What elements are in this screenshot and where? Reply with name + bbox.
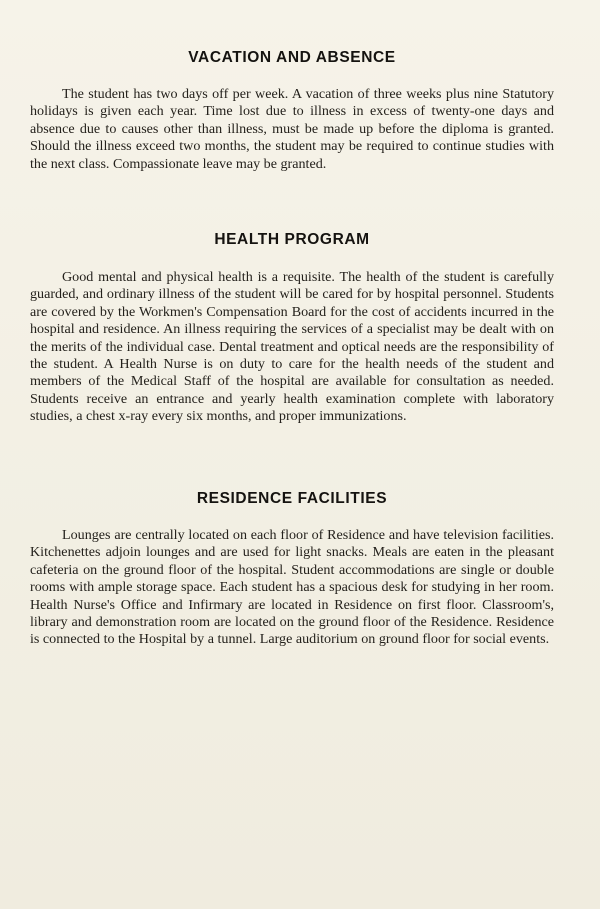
section-heading: RESIDENCE FACILITIES [196,490,388,507]
section-residence-facilities [30,490,554,649]
section-paragraph: Good mental and physical health is a requisite. The health of the student is carefully guarded, and ordinary illness of the student will be cared for by hospital personnel. Students are covered by the Workmen's Compensation Board for the cost of accidents incurred in the hospital and residence. An illness requiring the services of a specialist may be dealt with on the merits of the individual case. Dental treatment and optical needs are the responsibility of the student. A Health Nurse is on duty to care for the health needs of the student and members of the Medical Staff of the hospital are available for consultation as needed. Students receive an entrance and yearly health examination complete with laboratory studies, a chest x-ray every six months, and proper immunizations. [30,269,554,425]
section-heading: HEALTH PROGRAM [214,231,370,248]
section-paragraph: The student has two days off per week. A vacation of three weeks plus nine Statutory holidays is given each year. Time lost due to illness in excess of twenty-one days and absence due to causes other than illness, must be made up before the diploma is granted. Should the illness exceed two months, the student may be required to continue studies with the next class. Compassionate leave may be granted. [30,86,554,172]
section-vacation-and-absence [30,49,554,173]
section-heading: VACATION AND ABSENCE [188,49,396,66]
section-health-program [30,231,554,426]
section-paragraph: Lounges are centrally located on each floor of Residence and have television facilities. Kitchenettes adjoin lounges and are used for light snacks. Meals are eaten in the pleasant cafeteria on the ground floor of the hospital. Student accommodations are single or double rooms with ample storage space. Each student has a spacious desk for studying in her room. Health Nurse's Office and Infirmary are located in Residence on first floor. Classroom's, library and demonstration room are located on the ground floor of the Residence. Residence is connected to the Hospital by a tunnel. Large auditorium on ground floor for social events. [30,527,554,648]
